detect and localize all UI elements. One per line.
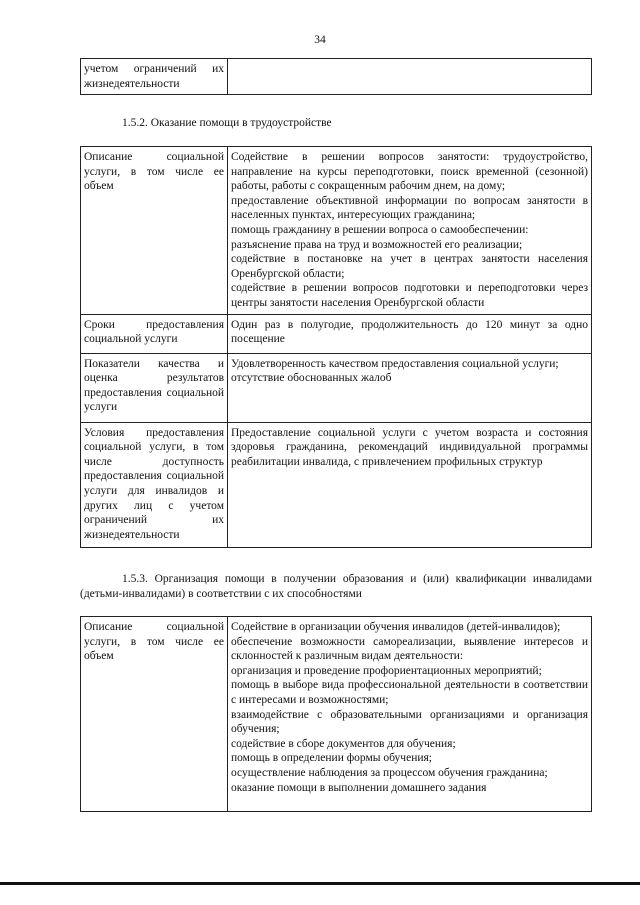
list-item: Удовлетворенность качеством предоставления социальной услуги; (231, 357, 559, 370)
row-value-empty (228, 59, 592, 95)
list-item: предоставление объективной информации по вопросам занятости в населенных пунктах, интересующих гражданина; (231, 194, 588, 222)
table-row (81, 617, 592, 812)
table-section-1-5-2 (80, 146, 592, 548)
table-continued (80, 58, 592, 95)
list-item: осуществление наблюдения за процессом обучения гражданина; (231, 766, 548, 779)
row-value (228, 147, 592, 315)
list-item: оказание помощи в выполнении домашнего задания (231, 781, 487, 794)
table-row (81, 314, 592, 353)
table-row (81, 147, 592, 315)
list-item: Содействие в решении вопросов занятости: трудоустройство, направление на курсы переподготовки, поиск временной (сезонной) работы, работы с сокращенным рабочим днем, на дому; (231, 151, 588, 193)
table-row (81, 353, 592, 422)
table-row (81, 59, 592, 95)
row-value (228, 422, 592, 547)
row-value (228, 353, 592, 422)
list-item: помощь гражданину в решении вопроса о самообеспечении: (231, 223, 529, 236)
row-label: Описание социальной услуги, в том числе ее объем (81, 617, 228, 812)
list-item: помощь в определении формы обучения; (231, 752, 432, 765)
row-value (228, 617, 592, 812)
table-row (81, 422, 592, 547)
bottom-rule (0, 882, 640, 885)
list-item: содействие в решении вопросов подготовки и переподготовки через центры занятости населения Оренбургской области (231, 282, 588, 309)
list-item: организация и проведение профориентационных мероприятий; (231, 664, 542, 677)
section-heading-1-5-2: 1.5.2. Оказание помощи в трудоустройстве (122, 117, 332, 129)
list-item: Предоставление социальной услуги с учетом возраста и состояния здоровья гражданина, рекомендаций индивидуальной программы реабилитации инвалида, с привлечением профильных структур (231, 426, 588, 468)
page-number: 34 (314, 34, 326, 46)
list-item: содействие в постановке на учет в центрах занятости населения Оренбургской области; (231, 253, 588, 280)
row-label: Условия предоставления социальной услуги, в том числе доступность предоставления социальной услуги для инвалидов и других лиц с учетом ограничений их жизнедеятельности (81, 422, 228, 547)
list-item: помощь в выборе вида профессиональной деятельности в соответствии с интересами и возможностями; (231, 679, 588, 706)
section-heading-1-5-3: 1.5.3. Организация помощи в получении образования и (или) квалификации инвалидами (детьми-инвалидами) в соответствии с их способностями (80, 573, 592, 600)
row-value (228, 314, 592, 353)
list-item: обеспечение возможности самореализации, выявление интересов и склонностей к различным видам деятельности: (231, 635, 588, 663)
list-item: разъяснение права на труд и возможностей его реализации; (231, 238, 523, 251)
list-item: взаимодействие с образовательными организациями и организация обучения; (231, 708, 588, 736)
table-section-1-5-3 (80, 616, 592, 812)
list-item: Один раз в полугодие, продолжительность до 120 минут за одно посещение (231, 318, 588, 346)
row-label: учетом ограничений их жизнедеятельности (81, 59, 228, 95)
list-item: Содействие в организации обучения инвалидов (детей-инвалидов); (231, 621, 561, 633)
list-item: содействие в сборе документов для обучения; (231, 737, 456, 750)
row-label: Описание социальной услуги, в том числе ее объем (81, 147, 228, 315)
row-label: Сроки предоставления социальной услуги (81, 314, 228, 353)
row-label: Показатели качества и оценка результатов предоставления социальной услуги (81, 353, 228, 422)
list-item: отсутствие обоснованных жалоб (231, 372, 392, 385)
